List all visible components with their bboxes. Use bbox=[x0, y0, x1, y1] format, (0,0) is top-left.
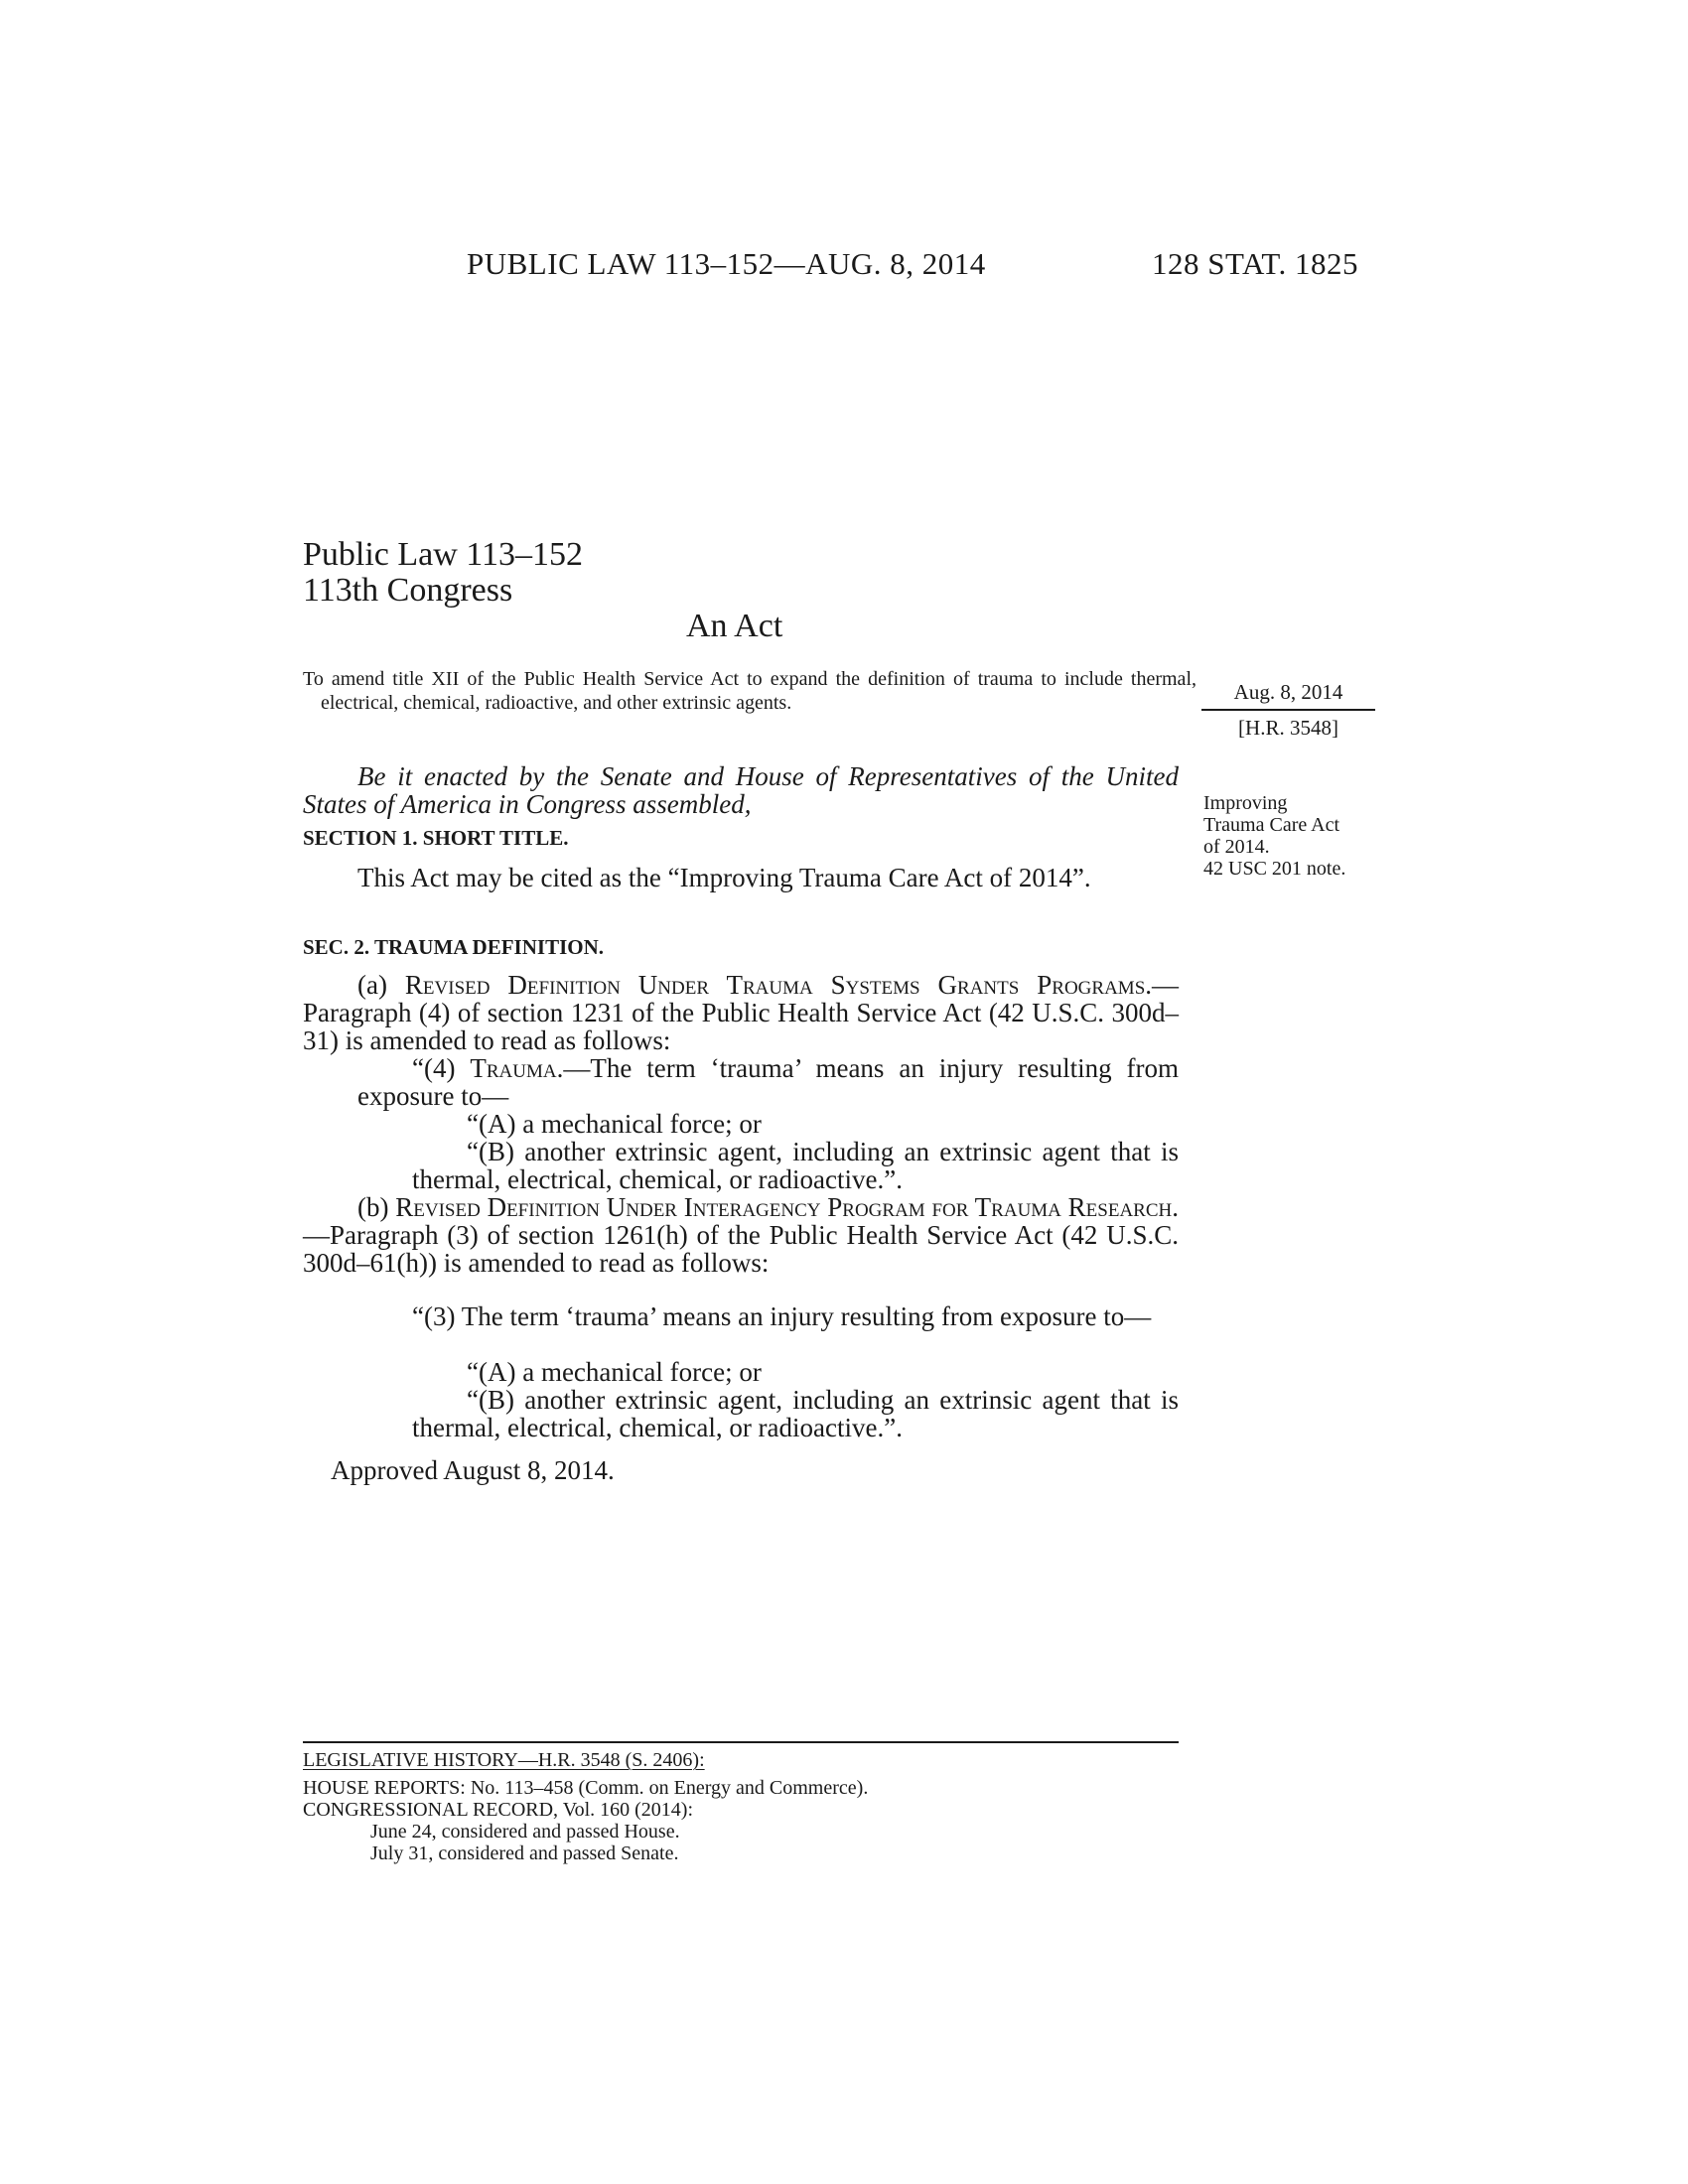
paragraph-4-caption: Trauma bbox=[470, 1053, 557, 1083]
congress-number: 113th Congress bbox=[303, 572, 513, 609]
subparagraph-a-B: “(B) another extrinsic agent, including an extrinsic agent that is thermal, electrical, chemical, or radioactive.”. bbox=[412, 1137, 1179, 1194]
section-1-heading: SECTION 1. SHORT TITLE. bbox=[303, 826, 569, 850]
subparagraph-b-A: “(A) a mechanical force; or bbox=[467, 1357, 762, 1387]
paragraph-4-label: “(4) bbox=[412, 1053, 471, 1083]
paragraph-4-text: .—The term ‘trauma’ means an injury resulting from exposure to— bbox=[357, 1053, 1179, 1111]
long-title: To amend title XII of the Public Health Service Act to expand the definition of trauma to include thermal, electrical, chemical, radioactive, and other extrinsic agents. bbox=[303, 668, 1196, 714]
short-title-note-line-3: of 2014. bbox=[1203, 836, 1270, 858]
act-title: An Act bbox=[686, 608, 783, 644]
subsection-b-text: .—Paragraph (3) of section 1261(h) of the Public Health Service Act (42 U.S.C. 300d–61(h)) is amended to read as follows: bbox=[303, 1192, 1179, 1278]
law-number: Public Law 113–152 bbox=[303, 536, 584, 573]
side-note bbox=[1203, 792, 1382, 880]
approval-box bbox=[1201, 681, 1375, 739]
running-head-right: 128 STAT. 1825 bbox=[1152, 246, 1359, 281]
subsection-a-label: (a) bbox=[357, 970, 405, 1000]
subsection-a-caption: Revised Definition Under Trauma Systems Grants Programs bbox=[404, 970, 1146, 1000]
enacting-clause: Be it enacted by the Senate and House of Representatives of the United States of America in Congress assembled, bbox=[303, 761, 1179, 819]
footer-divider bbox=[303, 1741, 1179, 1743]
paragraph-4 bbox=[303, 1054, 1179, 1110]
history-entry-2: July 31, considered and passed Senate. bbox=[370, 1843, 679, 1864]
usc-note: 42 USC 201 note. bbox=[1203, 858, 1346, 880]
subsection-b bbox=[303, 1193, 1179, 1277]
house-reports: HOUSE REPORTS: No. 113–458 (Comm. on Energy and Commerce). bbox=[303, 1777, 869, 1799]
subparagraph-b-B: “(B) another extrinsic agent, including an extrinsic agent that is thermal, electrical, chemical, or radioactive.”. bbox=[412, 1385, 1179, 1442]
legislative-history-title: LEGISLATIVE HISTORY—H.R. 3548 (S. 2406): bbox=[303, 1749, 705, 1771]
paragraph-3: “(3) The term ‘trauma’ means an injury resulting from exposure to— bbox=[412, 1301, 1152, 1331]
subsection-a bbox=[303, 971, 1179, 1054]
subsection-a-text: .—Paragraph (4) of section 1231 of the Public Health Service Act (42 U.S.C. 300d–31) is amended to read as follows: bbox=[303, 970, 1180, 1055]
history-entry-1: June 24, considered and passed House. bbox=[370, 1821, 680, 1843]
subsection-b-label: (b) bbox=[357, 1192, 396, 1222]
short-title-note-line-2: Trauma Care Act bbox=[1203, 814, 1340, 836]
section-2-heading: SEC. 2. TRAUMA DEFINITION. bbox=[303, 935, 604, 959]
subparagraph-a-A: “(A) a mechanical force; or bbox=[467, 1109, 762, 1139]
running-head-left: PUBLIC LAW 113–152—AUG. 8, 2014 bbox=[467, 246, 986, 281]
bill-number: [H.R. 3548] bbox=[1238, 716, 1338, 740]
short-title-note-line-1: Improving bbox=[1203, 792, 1288, 814]
approval-date: Aug. 8, 2014 bbox=[1201, 681, 1375, 711]
section-1-text: This Act may be cited as the “Improving Trauma Care Act of 2014”. bbox=[357, 863, 1091, 892]
subsection-b-caption: Revised Definition Under Interagency Program for Trauma Research bbox=[395, 1192, 1173, 1222]
congressional-record: CONGRESSIONAL RECORD, Vol. 160 (2014): bbox=[303, 1799, 693, 1821]
approved-line: Approved August 8, 2014. bbox=[331, 1455, 615, 1485]
